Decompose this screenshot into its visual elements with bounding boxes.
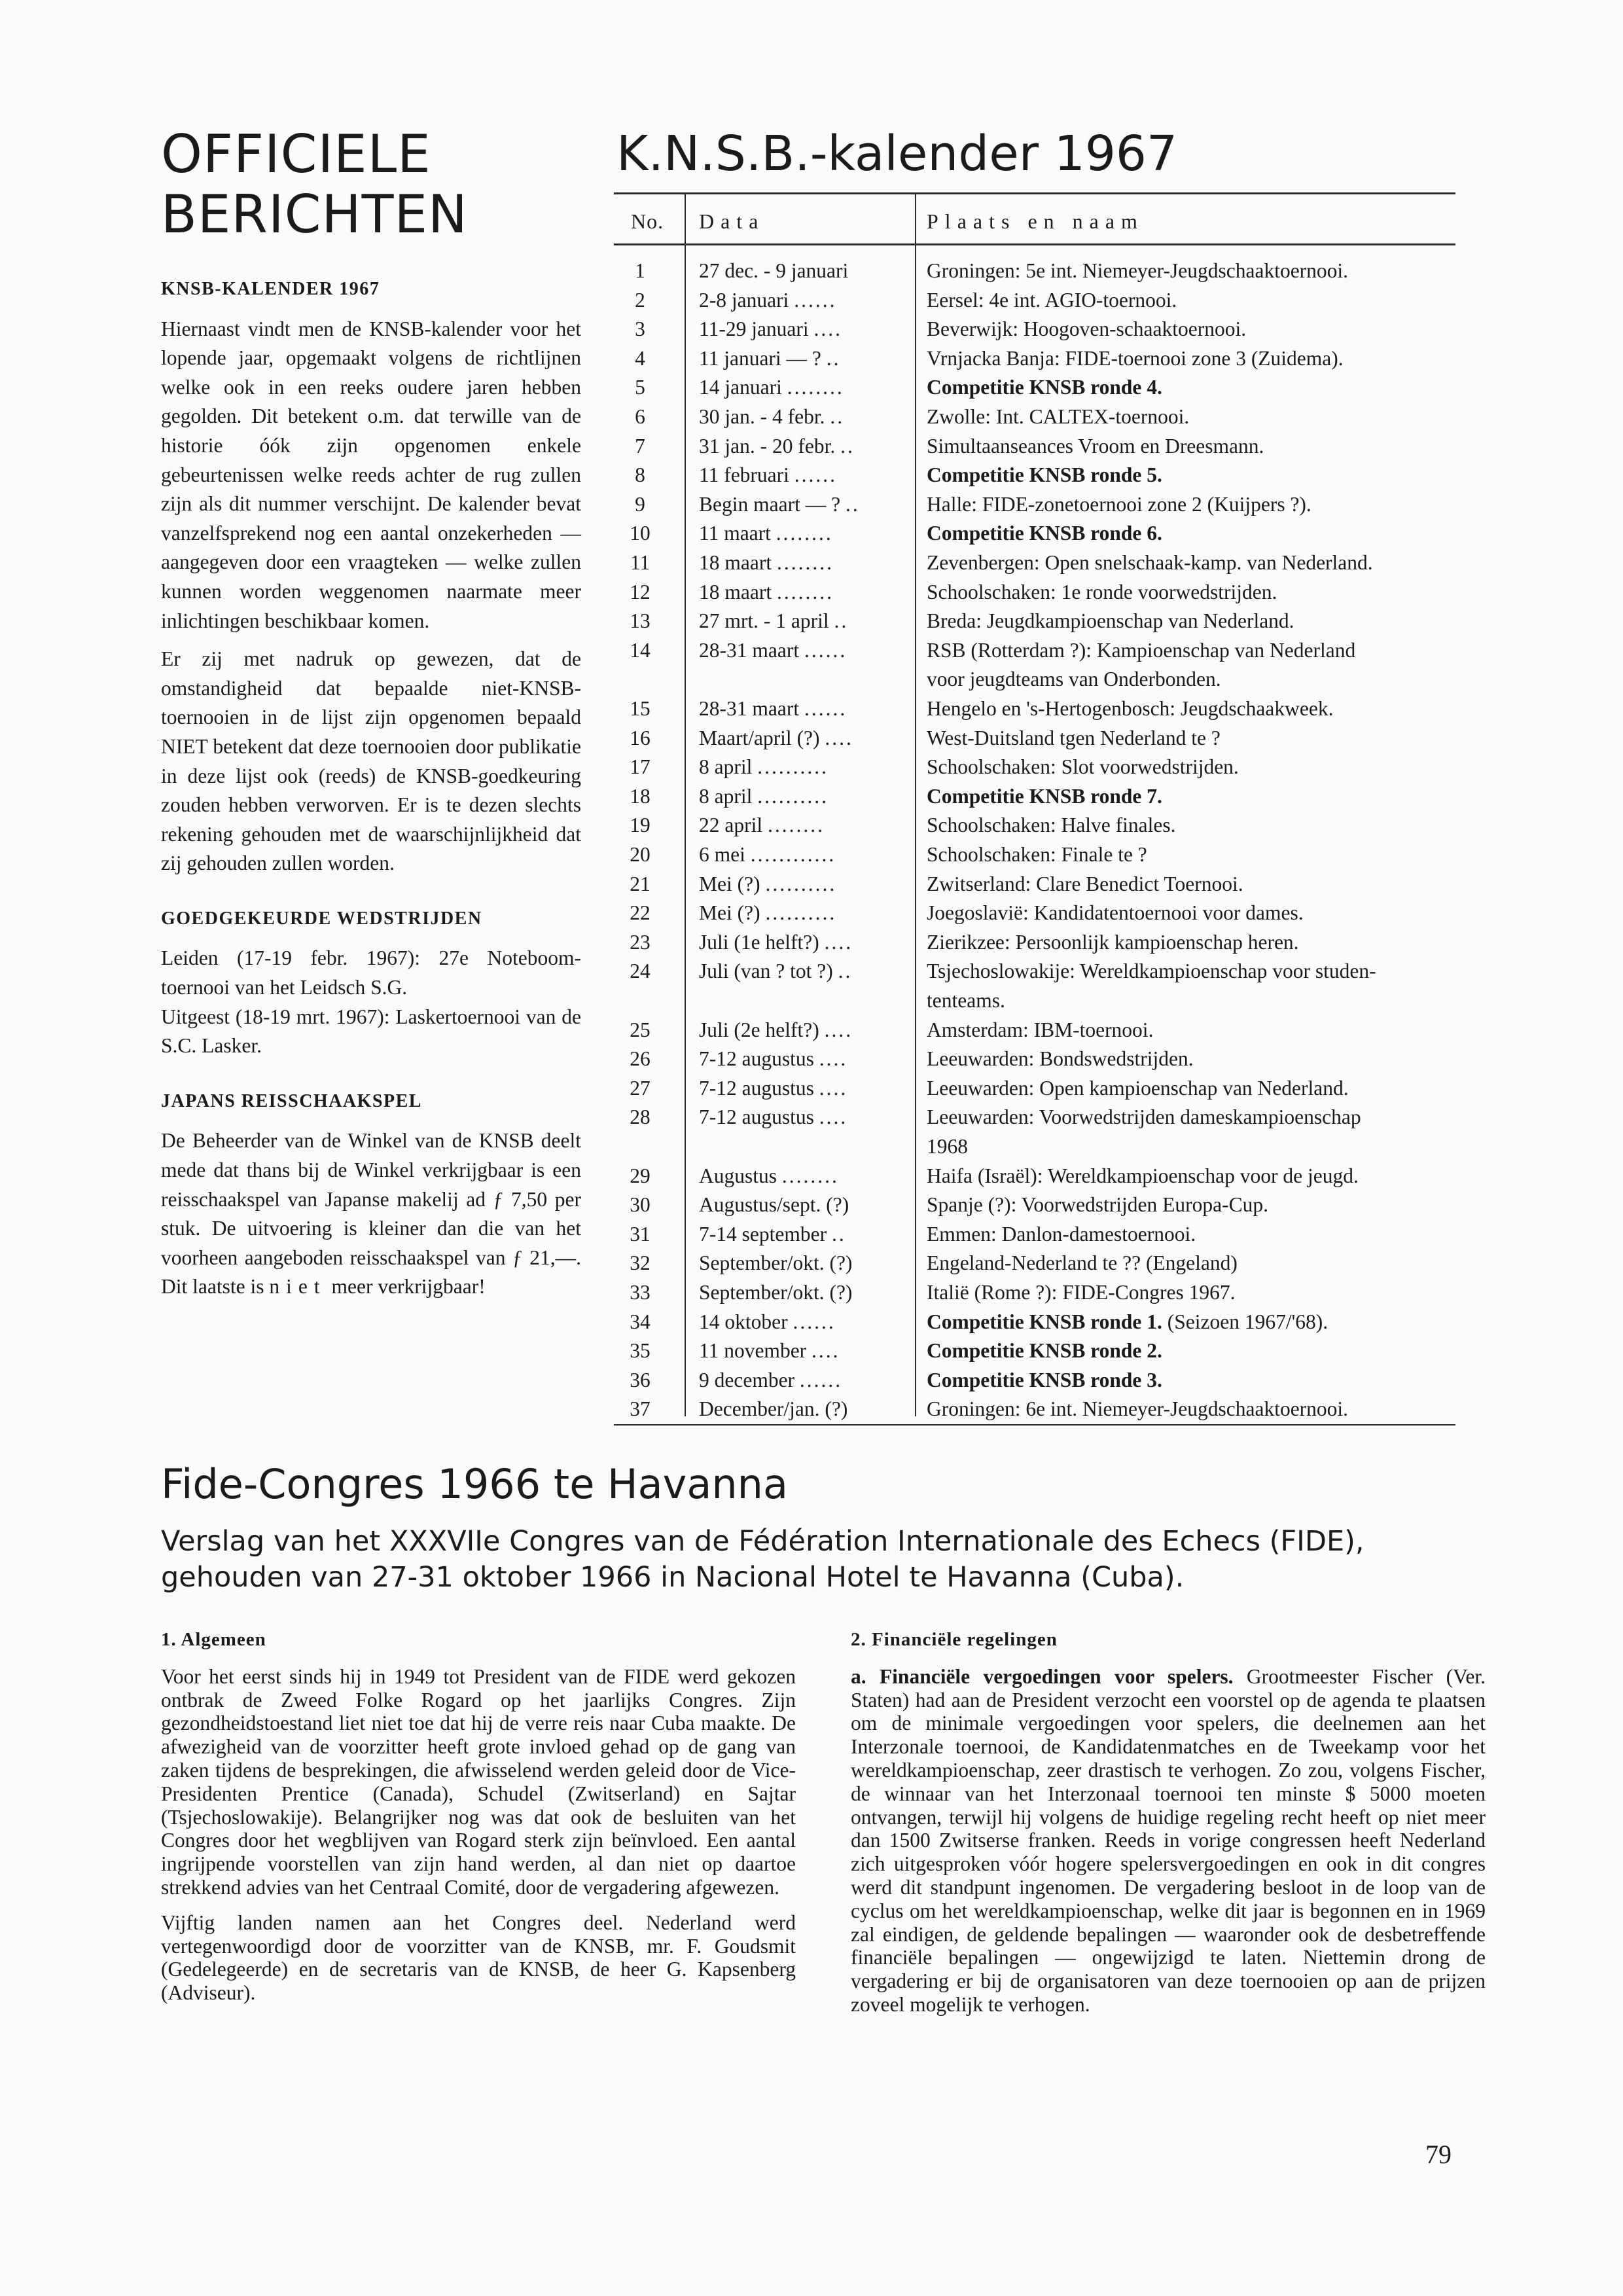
cell-place [927,490,1455,520]
table-row [614,1074,1455,1103]
cell-no: 26 [630,1047,651,1071]
cell-place [927,1045,1455,1074]
cell-date [699,870,856,899]
date-text: 30 jan. - 4 febr. [699,405,825,428]
date-leader-dots: ...... [793,1310,836,1333]
cell-no: 31 [630,1222,651,1246]
cell-no: 37 [630,1397,651,1421]
table-row [614,957,1455,986]
cell-date [699,344,856,374]
cell-place [927,636,1455,666]
date-leader-dots: .. [830,405,845,428]
place-text: Leeuwarden: Open kampioenschap van Nederland. [927,1076,1349,1100]
japans-paragraph [161,1126,581,1302]
cell-date [699,1074,856,1103]
cell-no: 34 [630,1310,651,1333]
cell-date [699,840,856,870]
calendar-title: K.N.S.B.-kalender 1967 [616,126,1178,182]
date-leader-dots: .. [845,492,860,516]
date-text: 11-29 januari [699,317,809,341]
cell-date [699,286,856,315]
table-row [614,1249,1455,1278]
cell-place [927,1132,1455,1162]
cell-place [927,607,1455,636]
date-text: September/okt. (?) [699,1251,853,1275]
goedgekeurde-item-uitgeest: Uitgeest (18-19 mrt. 1967): Laskertoernooi van de S.C. Lasker. [161,1005,581,1058]
table-row [614,1278,1455,1308]
header-data: Data [699,209,765,233]
date-leader-dots: .......... [765,872,837,895]
cell-no: 23 [630,930,651,954]
cell-date [699,694,856,724]
table-row [614,724,1455,753]
cell-place [927,1162,1455,1191]
date-text: 7-14 september [699,1222,827,1246]
cell-place [927,344,1455,374]
table-row [614,548,1455,578]
table-row [614,519,1455,548]
cell-date [699,1308,856,1337]
cell-date [699,1191,856,1220]
cell-place [927,519,1455,548]
cell-date [699,636,856,666]
date-text: 14 januari [699,376,782,399]
place-text: Vrnjacka Banja: FIDE-toernooi zone 3 (Zuidema). [927,346,1344,370]
cell-no: 3 [635,317,645,341]
japans-text: De Beheerder van de Winkel van de KNSB deelt mede dat thans bij de Winkel verkrijgbaar is een reisschaakspel van Japanse makelij ad ƒ 7,50 per stuk. De uitvoering is kleiner dan die van het voorheen aangeboden reisschaakspel van ƒ 21,—. Dit laatste is [161,1129,581,1299]
date-leader-dots: .. [838,960,853,983]
cell-date [699,578,856,607]
cell-place [927,753,1455,782]
date-text: December/jan. (?) [699,1397,848,1421]
date-leader-dots: .... [812,1339,840,1363]
date-text: 11 maart [699,522,771,545]
date-text: 7-12 augustus [699,1047,814,1071]
cell-no: 19 [630,814,651,837]
table-row [614,811,1455,840]
place-text: Amsterdam: IBM-toernooi. [927,1018,1154,1041]
date-text: 2-8 januari [699,288,789,312]
cell-place [927,1074,1455,1103]
date-leader-dots: ...... [794,463,838,487]
cell-no: 27 [630,1076,651,1100]
place-text: Competitie KNSB ronde 6. [927,522,1162,545]
date-leader-dots: .. [834,609,849,633]
cell-place [927,1278,1455,1308]
place-text: Competitie KNSB ronde 1. [927,1310,1162,1333]
table-rule-bottom [614,1424,1455,1426]
cell-no: 30 [630,1193,651,1217]
date-leader-dots: .. [826,346,841,370]
cell-place [927,461,1455,490]
table-row [614,607,1455,636]
date-leader-dots: ........ [776,580,834,603]
place-text: Zwolle: Int. CALTEX-toernooi. [927,405,1190,428]
date-text: September/okt. (?) [699,1281,853,1304]
place-text: Competitie KNSB ronde 2. [927,1339,1162,1363]
cell-date [699,753,856,782]
date-leader-dots: ............ [750,843,836,866]
place-text: Joegoslavië: Kandidatentoernooi voor dames. [927,901,1304,925]
cell-no: 2 [635,288,645,312]
date-leader-dots: .......... [765,901,837,925]
cell-date [699,432,856,461]
place-text: Emmen: Danlon-damestoernooi. [927,1222,1196,1246]
date-text: Augustus/sept. (?) [699,1193,849,1217]
cell-place [927,694,1455,724]
place-text: 1968 [927,1135,968,1158]
cell-date [699,1395,856,1424]
date-text: 27 mrt. - 1 april [699,609,829,633]
date-text: 11 januari — ? [699,346,821,370]
cell-no: 20 [630,843,651,866]
date-text: Begin maart — ? [699,492,841,516]
date-leader-dots: .... [825,726,853,749]
cell-date [699,1162,856,1191]
table-row [614,1395,1455,1424]
table-rule-top [614,192,1455,194]
date-text: 6 mei [699,843,745,866]
date-leader-dots: .... [819,1047,848,1071]
date-leader-dots: ...... [794,288,837,312]
goedgekeurde-heading: GOEDGEKEURDE WEDSTRIJDEN [161,908,482,929]
table-row [614,1162,1455,1191]
date-leader-dots: ...... [804,697,847,720]
cell-date [699,403,856,432]
date-text: 8 april [699,755,753,779]
cell-place [927,840,1455,870]
date-leader-dots: ........ [781,1164,839,1187]
cell-date [699,1016,856,1045]
date-text: Mei (?) [699,872,760,895]
cell-no: 32 [630,1251,651,1275]
cell-place [927,724,1455,753]
date-text: 11 februari [699,463,789,487]
cell-place [927,1220,1455,1249]
header-no: No. [631,209,664,233]
cell-date [699,1336,856,1366]
page-number: 79 [1425,2140,1452,2169]
place-text: Competitie KNSB ronde 4. [927,376,1162,399]
place-text: Spanje (?): Voorwedstrijden Europa-Cup. [927,1193,1268,1217]
cell-place [927,1103,1455,1132]
table-row [614,928,1455,958]
table-row [614,986,1455,1016]
table-row [614,1191,1455,1220]
financiele-heading: 2. Financiële regelingen [851,1629,1058,1650]
cell-date [699,607,856,636]
table-row [614,257,1455,286]
date-text: 14 oktober [699,1310,788,1333]
table-row [614,1220,1455,1249]
table-row [614,344,1455,374]
table-row [614,1308,1455,1337]
table-row [614,694,1455,724]
cell-no: 21 [630,872,651,895]
date-text: 22 april [699,814,763,837]
date-leader-dots: ...... [804,638,847,662]
date-text: 28-31 maart [699,697,800,720]
title-line-2: BERICHTEN [161,184,468,245]
table-row [614,461,1455,490]
place-text: Competitie KNSB ronde 7. [927,784,1162,808]
table-row [614,899,1455,928]
table-row [614,403,1455,432]
table-row [614,490,1455,520]
cell-date [699,724,856,753]
date-text: 9 december [699,1368,795,1391]
place-text: Halle: FIDE-zonetoernooi zone 2 (Kuijpers ?). [927,492,1311,516]
place-text: Groningen: 6e int. Niemeyer-Jeugdschaaktoernooi. [927,1397,1349,1421]
date-leader-dots: ........ [776,551,834,574]
cell-place [927,811,1455,840]
date-text: 28-31 maart [699,638,800,662]
cell-no: 12 [630,580,651,603]
cell-no: 18 [630,784,651,808]
cell-no: 1 [635,259,645,282]
cell-no: 36 [630,1368,651,1391]
japans-text-end: meer verkrijgbaar! [331,1275,486,1299]
knsb-kalender-paragraph-1: Hiernaast vindt men de KNSB-kalender voor het lopende jaar, opgemaakt volgens de richtlijnen welke ook in een reeks oudere jaren hebben gegolden. Dit betekent o.m. dat terwille van de historie óók zijn opgenomen enkele gebeurtenissen welke reeds achter de rug zullen zijn als dit nummer verschijnt. De kalender bevat vanzelfsprekend nog een aantal onzekerheden — aangegeven door een vraagteken — welke zullen kunnen worden weggenomen naarmate meer inlichtingen beschikbaar komen. [161,317,581,632]
cell-date [699,1366,856,1395]
place-text: Schoolschaken: 1e ronde voorwedstrijden. [927,580,1277,603]
place-text: West-Duitsland tgen Nederland te ? [927,726,1221,749]
date-leader-dots: .... [819,1105,848,1129]
place-text: Zwitserland: Clare Benedict Toernooi. [927,872,1243,895]
table-row [614,578,1455,607]
knsb-kalender-paragraph-2: Er zij met nadruk op gewezen, dat de omstandigheid dat bepaalde niet-KNSB-toernooien in de lijst zijn opgenomen bepaald NIET betekent dat deze toernooien door publikatie in deze lijst ook (reeds) de KNSB-goedkeuring zouden hebben verworven. Er is te dezen slechts rekening gehouden met de waarschijnlijkheid dat zij gehouden zullen worden. [161,647,581,875]
cell-place [927,1191,1455,1220]
cell-no: 5 [635,376,645,399]
cell-place [927,548,1455,578]
place-text: Leeuwarden: Voorwedstrijden dameskampioenschap [927,1105,1361,1129]
date-leader-dots: ........ [787,376,844,399]
place-text: Groningen: 5e int. Niemeyer-Jeugdschaaktoernooi. [927,259,1349,282]
date-text: Juli (1e helft?) [699,930,819,954]
cell-no: 22 [630,901,651,925]
cell-date [699,811,856,840]
table-row [614,373,1455,403]
place-text: Leeuwarden: Bondswedstrijden. [927,1047,1194,1071]
cell-no: 6 [635,405,645,428]
date-leader-dots: .......... [757,784,829,808]
place-text: Zierikzee: Persoonlijk kampioenschap heren. [927,930,1299,954]
cell-date [699,957,856,986]
place-text: Simultaanseances Vroom en Dreesmann. [927,434,1264,457]
place-text: Schoolschaken: Finale te ? [927,843,1147,866]
place-text: Competitie KNSB ronde 3. [927,1368,1162,1391]
place-text: tenteams. [927,989,1005,1012]
cell-place [927,1366,1455,1395]
place-text: Beverwijk: Hoogoven-schaaktoernooi. [927,317,1247,341]
place-text: Eersel: 4e int. AGIO-toernooi. [927,288,1177,312]
cell-date [699,1249,856,1278]
table-row [614,1016,1455,1045]
cell-place [927,1308,1455,1337]
place-text: Schoolschaken: Slot voorwedstrijden. [927,755,1239,779]
cell-no: 7 [635,434,645,457]
cell-place [927,928,1455,958]
cell-date [699,782,856,812]
cell-no: 25 [630,1018,651,1041]
date-leader-dots: .... [824,930,853,954]
cell-no: 13 [630,609,651,633]
date-leader-dots: ........ [767,814,825,837]
date-leader-dots: .... [824,1018,853,1041]
cell-no: 11 [630,551,651,574]
table-row [614,636,1455,666]
cell-place [927,986,1455,1016]
cell-date [699,373,856,403]
cell-no: 17 [630,755,651,779]
table-row [614,840,1455,870]
place-text: Breda: Jeugdkampioenschap van Nederland. [927,609,1294,633]
cell-place [927,1249,1455,1278]
date-text: Maart/april (?) [699,726,820,749]
place-text: RSB (Rotterdam ?): Kampioenschap van Nederland [927,638,1356,662]
cell-no: 33 [630,1281,651,1304]
date-text: Juli (2e helft?) [699,1018,819,1041]
cell-place [927,870,1455,899]
table-row [614,1336,1455,1366]
date-leader-dots: .......... [757,755,829,779]
place-text: Zevenbergen: Open snelschaak-kamp. van Nederland. [927,551,1373,574]
date-text: 8 april [699,784,753,808]
table-rule-header [614,243,1455,245]
place-text: Hengelo en 's-Hertogenbosch: Jeugdschaakweek. [927,697,1334,720]
cell-place [927,257,1455,286]
place-text: Engeland-Nederland te ?? (Engeland) [927,1251,1238,1275]
table-row [614,665,1455,694]
table-row [614,1045,1455,1074]
financiele-text: Grootmeester Fischer (Ver. Staten) had aan de President verzocht een voorstel op de agenda te plaatsen om de minimale vergoedingen voor spelers, die deelnemen aan het Interzonale toernooi, de Kandidatenmatches en de Tweekamp voor het wereldkampioenschap, zeer drastisch te verhogen. Zo zou, volgens Fischer, de winnaar van het Interzonaal toernooi ten minste $ 5000 moeten ontvangen, terwijl hij volgens de huidige regeling recht heeft op niet meer dan 1500 Zwitserse franken. Reeds in vorige congressen heeft Nederland zich uitgesproken vóór hogere spelersvergoedingen en ook in dit congres werd dit standpunt ingenomen. De vergadering besloot in de loop van de cyclus om het wereldkampioenschap, welke dit jaar is begonnen en in 1969 zal eindigen, de geldende bepalingen — waaronder ook de desbetreffende financiële bepalingen — ongewijzigd te laten. Niettemin drong de vergadering er bij de organisatoren van deze toernooien op aan de prijzen zoveel mogelijk te verhogen. [851,1664,1486,2016]
cell-date [699,899,856,928]
cell-date [699,1045,856,1074]
cell-no: 14 [630,638,651,662]
cell-place [927,286,1455,315]
table-row [614,870,1455,899]
date-leader-dots: .. [840,434,855,457]
japans-niet-spaced: niet [269,1275,327,1299]
cell-place [927,782,1455,812]
cell-place [927,315,1455,344]
date-leader-dots: .. [831,1222,846,1246]
cell-no: 8 [635,463,645,487]
cell-place [927,403,1455,432]
algemeen-heading: 1. Algemeen [161,1629,266,1650]
date-leader-dots: ...... [799,1368,843,1391]
cell-no: 28 [630,1105,651,1129]
cell-date [699,461,856,490]
cell-place [927,373,1455,403]
date-text: 11 november [699,1339,807,1363]
japans-heading: JAPANS REISSCHAAKSPEL [161,1090,422,1111]
goedgekeurde-item-leiden: Leiden (17-19 febr. 1967): 27e Noteboom-toernooi van het Leidsch S.G. [161,946,581,999]
table-row [614,1103,1455,1132]
place-extra: (Seizoen 1967/'68). [1162,1310,1329,1333]
place-text: Italië (Rome ?): FIDE-Congres 1967. [927,1281,1236,1304]
cell-place [927,432,1455,461]
date-leader-dots: .... [813,317,843,341]
cell-date [699,1278,856,1308]
cell-place [927,665,1455,694]
date-text: Juli (van ? tot ?) [699,960,833,983]
fide-column-right [851,1628,1486,2028]
cell-place [927,578,1455,607]
cell-place [927,1336,1455,1366]
cell-date [699,315,856,344]
algemeen-paragraph-1: Voor het eerst sinds hij in 1949 tot President van de FIDE werd gekozen ontbrak de Zweed Folke Rogard op het jaarlijks Congres. Zijn gezondheidstoestand liet niet toe dat hij de verre reis naar Cuba maakte. De afwezigheid van de voorzitter heeft grote invloed gehad op de gang van zaken tijdens de besprekingen, die afwisselend werden geleid door de Vice-Presidenten Prentice (Canada), Schudel (Zwitserland) en Sajtar (Tsjechoslowakije). Belangrijker nog was dat ook de besluiten van het Congres door het wegblijven van Rogard sterk zijn beïnvloed. Een aantal ingrijpende voorstellen van zijn hand werden, al dan niet op daartoe strekkend advies van het Centraal Comité, door de vergadering afgewezen. [161,1664,796,1899]
cell-no: 29 [630,1164,651,1187]
date-leader-dots: .... [819,1076,848,1100]
place-text: Haifa (Israël): Wereldkampioenschap voor de jeugd. [927,1164,1359,1187]
table-row [614,753,1455,782]
cell-place [927,899,1455,928]
cell-no: 9 [635,492,645,516]
cell-no: 10 [630,522,651,545]
cell-no: 4 [635,346,645,370]
header-plaats: Plaats en naam [927,209,1144,233]
algemeen-paragraph-2: Vijftig landen namen aan het Congres deel. Nederland werd vertegenwoordigd door de voorzitter van de KNSB, mr. F. Goudsmit (Gedelegeerde) en de secretaris van de KNSB, de heer G. Kapsenberg (Adviseur). [161,1910,796,2005]
table-row [614,1132,1455,1162]
date-text: 27 dec. - 9 januari [699,259,849,282]
date-text: 18 maart [699,580,772,603]
place-text: Tsjechoslowakije: Wereldkampioenschap voor studen- [927,960,1376,983]
cell-no: 15 [630,697,651,720]
title-line-1: OFFICIELE [161,124,431,185]
cell-date [699,519,856,548]
date-text: 31 jan. - 20 febr. [699,434,836,457]
date-text: 7-12 augustus [699,1076,814,1100]
fide-subtitle: Verslag van het XXXVIIe Congres van de Fédération Internationale des Echecs (FIDE), gehouden van 27-31 oktober 1966 in Nacional Hotel te Havanna (Cuba). [161,1525,1364,1594]
cell-date [699,257,856,286]
date-leader-dots: ........ [776,522,833,545]
cell-no: 24 [630,960,651,983]
date-text: 18 maart [699,551,772,574]
cell-date [699,1103,856,1132]
place-text: Schoolschaken: Halve finales. [927,814,1176,837]
date-text: Augustus [699,1164,777,1187]
table-row [614,1366,1455,1395]
section-title-officiele-berichten [161,124,658,245]
officiele-berichten-column [161,275,581,1311]
fide-title: Fide-Congres 1966 te Havanna [161,1460,788,1508]
date-text: Mei (?) [699,901,760,925]
cell-no: 35 [630,1339,651,1363]
place-text: Competitie KNSB ronde 5. [927,463,1162,487]
table-row [614,782,1455,812]
cell-no: 16 [630,726,651,749]
table-row [614,432,1455,461]
financiele-paragraph [851,1665,1486,2017]
cell-date [699,490,860,520]
cell-place [927,1395,1455,1424]
place-text: voor jeugdteams van Onderbonden. [927,668,1221,691]
cell-date [699,1220,856,1249]
cell-place [927,957,1455,986]
table-row [614,286,1455,315]
cell-date [699,928,856,958]
knsb-kalender-heading: KNSB-KALENDER 1967 [161,279,380,299]
table-row [614,315,1455,344]
financiele-lead: a. Financiële vergoedingen voor spelers. [851,1664,1234,1688]
date-text: 7-12 augustus [699,1105,814,1129]
cell-date [699,548,856,578]
cell-place [927,1016,1455,1045]
fide-column-left [161,1628,796,2017]
